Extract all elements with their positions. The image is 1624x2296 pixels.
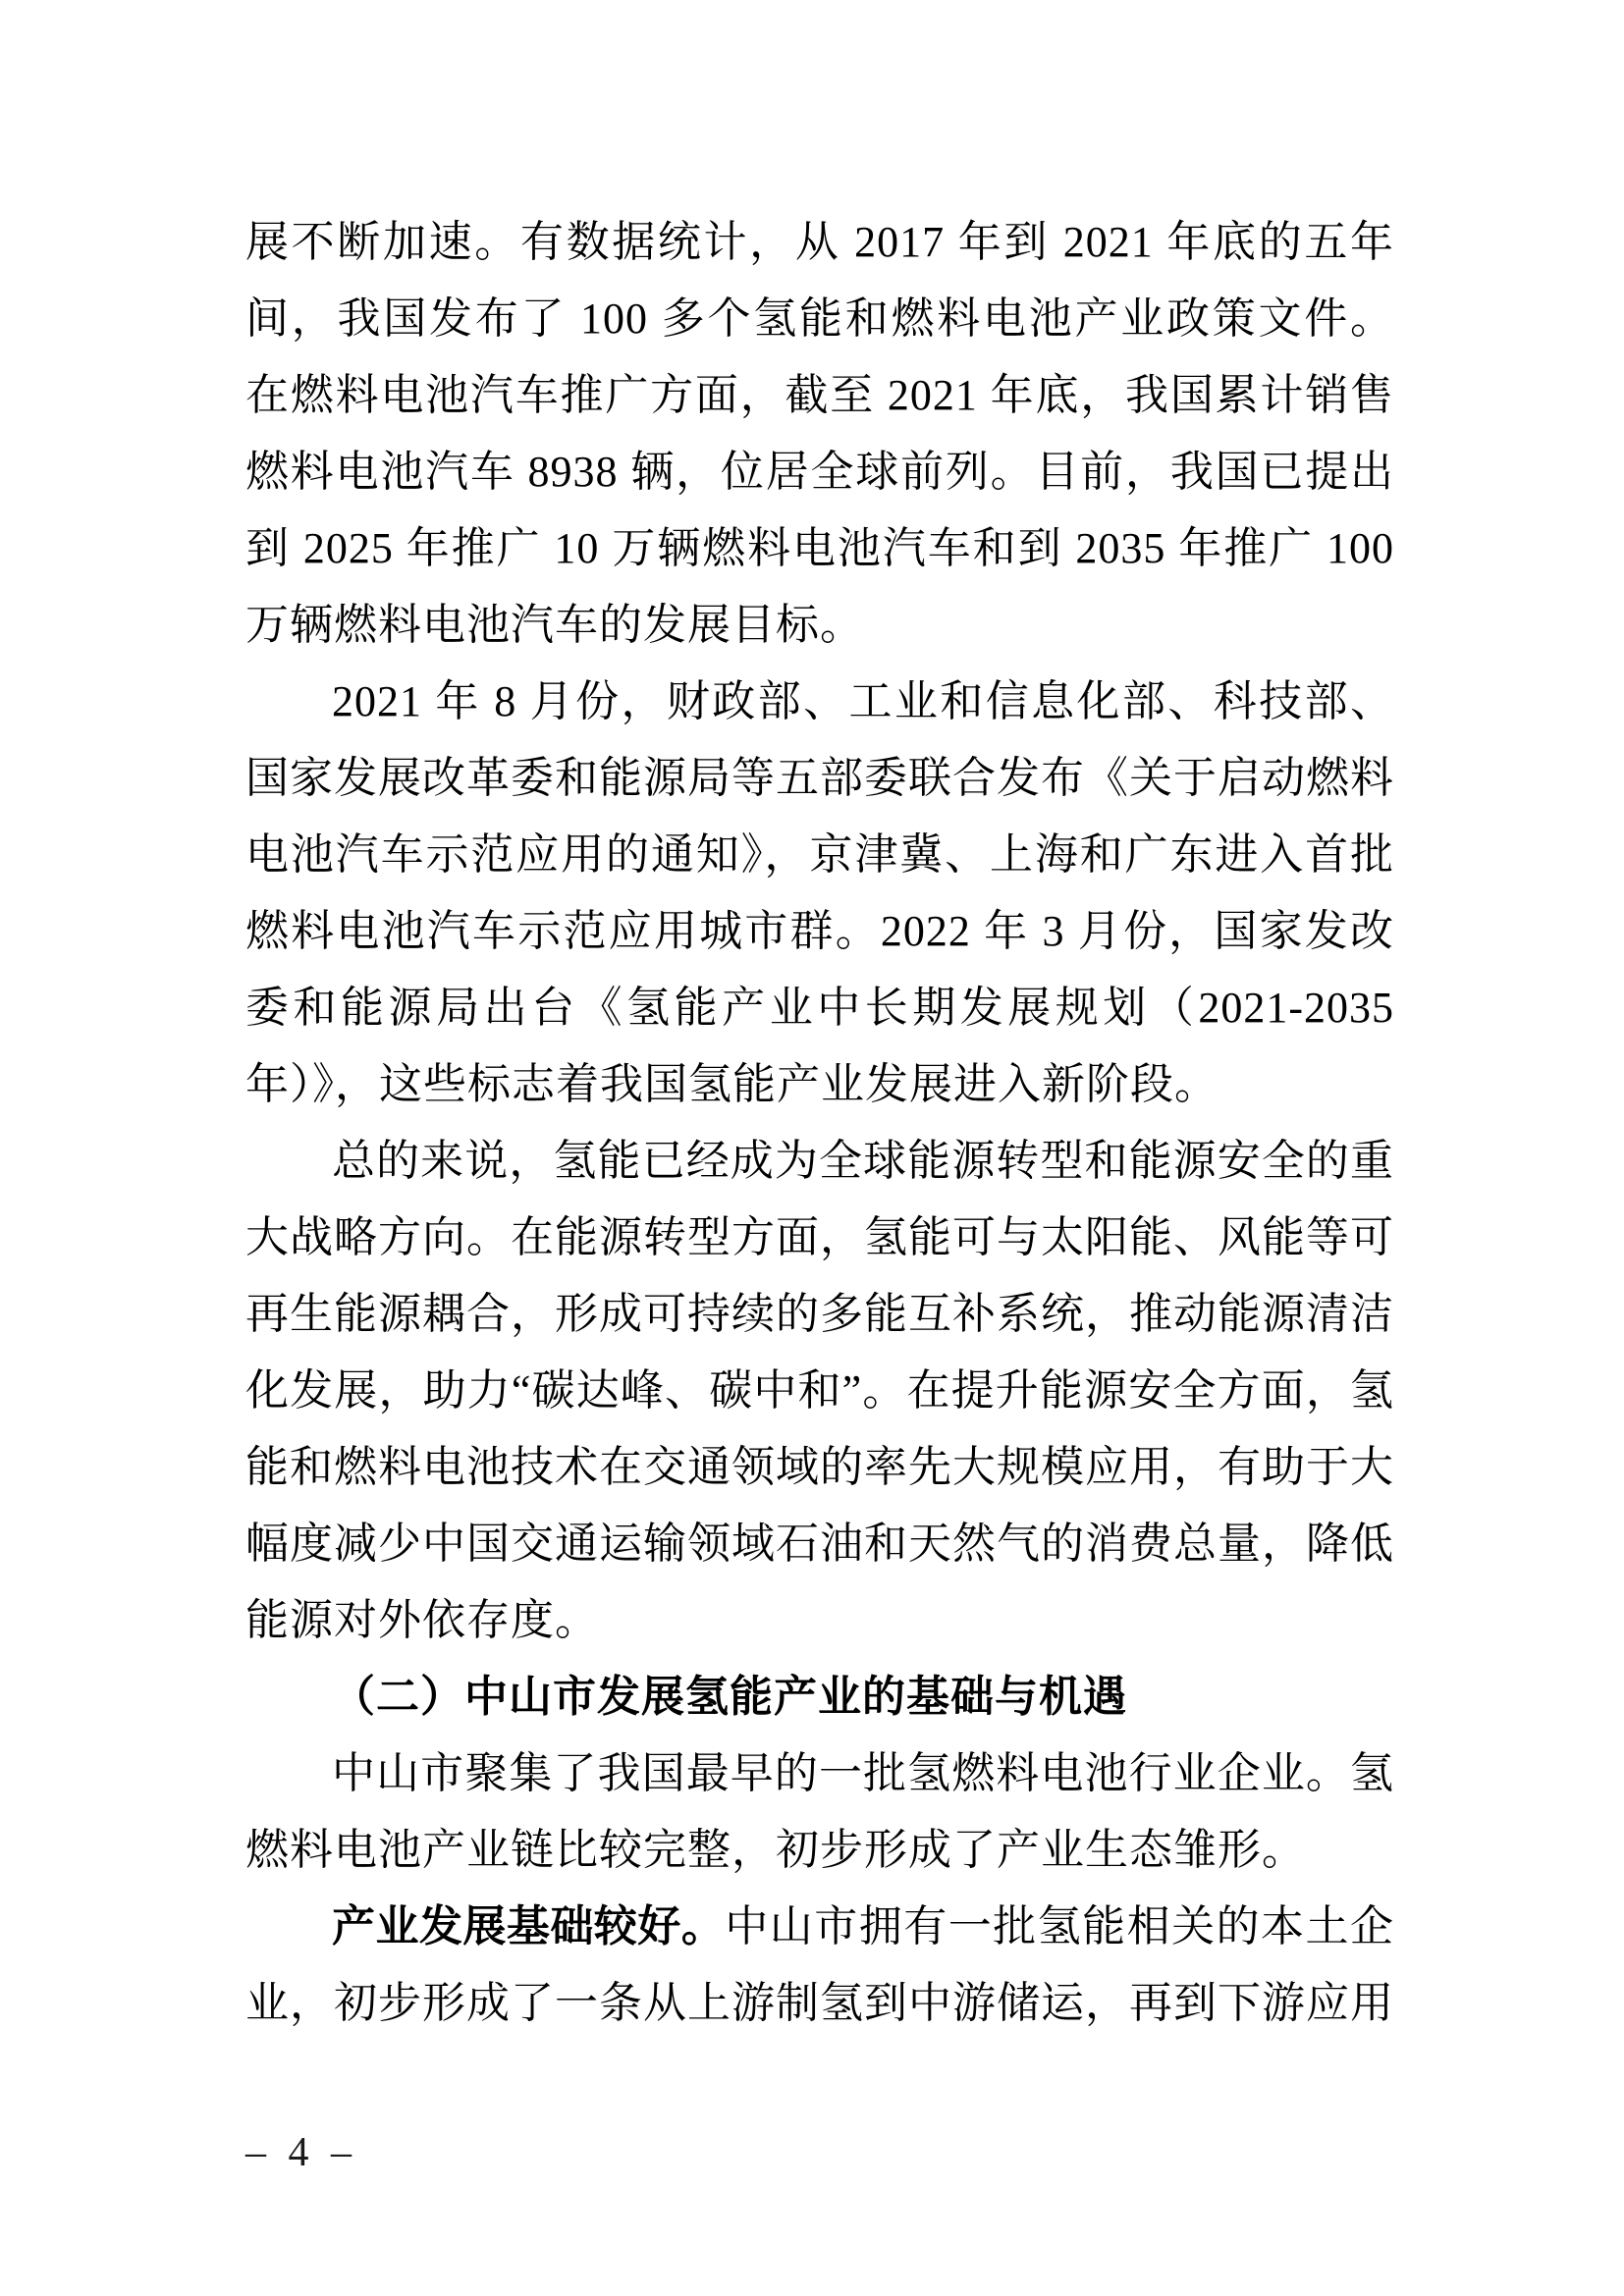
paragraph-industry-foundation-text: 中山市拥有一批氢能相关的本土企业，初步形成了一条从上游制氢到中游储运，再到下游应用 <box>245 1902 1395 2027</box>
page-number: – 4 – <box>245 2130 357 2175</box>
page-footer <box>245 2128 357 2177</box>
document-body <box>245 204 1394 2042</box>
paragraph-industry-foundation <box>245 1889 1394 2042</box>
paragraph-policy-stats: 展不断加速。有数据统计，从 2017 年到 2021 年底的五年间，我国发布了 100 多个氢能和燃料电池产业政策文件。在燃料电池汽车推广方面，截至 2021 年底，我国累计销售燃料电池汽车 8938 辆，位居全球前列。目前，我国已提出到 2025 年推广 10 万辆燃料电池汽车和到 2035 年推广 100 万辆燃料电池汽车的发展目标。 <box>245 218 1394 649</box>
paragraph-zhongshan-cluster: 中山市聚集了我国最早的一批氢燃料电池行业企业。氢燃料电池产业链比较完整，初步形成了产业生态雏形。 <box>245 1749 1394 1874</box>
bold-lead-industry-foundation: 产业发展基础较好。 <box>332 1902 726 1950</box>
section-heading-zhongshan-foundation: （二）中山市发展氢能产业的基础与机遇 <box>332 1673 1127 1721</box>
paragraph-energy-transition-summary: 总的来说，氢能已经成为全球能源转型和能源安全的重大战略方向。在能源转型方面，氢能可与太阳能、风能等可再生能源耦合，形成可持续的多能互补系统，推动能源清洁化发展，助力“碳达峰、碳中和”。在提升能源安全方面，氢能和燃料电池技术在交通领域的率先大规模应用，有助于大幅度减少中国交通运输领域石油和天然气的消费总量，降低能源对外依存度。 <box>245 1137 1394 1644</box>
paragraph-five-ministries-notice: 2021 年 8 月份，财政部、工业和信息化部、科技部、国家发展改革委和能源局等五部委联合发布《关于启动燃料电池汽车示范应用的通知》，京津冀、上海和广东进入首批燃料电池汽车示范应用城市群。2022 年 3 月份，国家发改委和能源局出台《氢能产业中长期发展规划（2021-2035 年）》，这些标志着我国氢能产业发展进入新阶段。 <box>245 677 1394 1108</box>
